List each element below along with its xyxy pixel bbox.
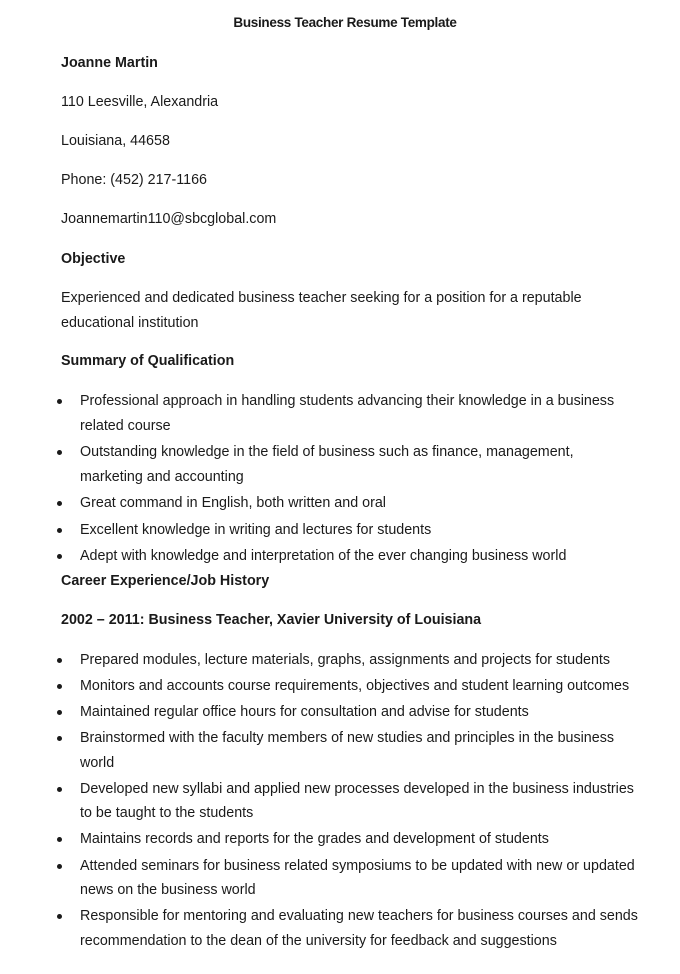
list-item: Responsible for mentoring and evaluating new teachers for business courses and sends recommendation to the dean of the university for feedback and suggestions bbox=[0, 904, 640, 953]
bullet-icon bbox=[57, 787, 62, 792]
list-item: Maintained regular office hours for consultation and advise for students bbox=[0, 700, 640, 725]
list-item: Great command in English, both written and oral bbox=[0, 491, 640, 516]
objective-text: Experienced and dedicated business teacher seeking for a position for a reputable educational institution bbox=[61, 290, 582, 331]
duties-list bbox=[0, 648, 680, 955]
bullet-icon bbox=[57, 914, 62, 919]
list-item: Excellent knowledge in writing and lectures for students bbox=[0, 518, 640, 543]
address-line-1: 110 Leesville, Alexandria bbox=[61, 94, 219, 110]
list-item: Attended seminars for business related symposiums to be updated with new or updated news on the business world bbox=[0, 854, 640, 903]
phone-number: Phone: (452) 217-1166 bbox=[61, 172, 207, 188]
bullet-icon bbox=[57, 554, 62, 559]
list-item: Professional approach in handling students advancing their knowledge in a business related course bbox=[0, 389, 640, 438]
bullet-icon bbox=[57, 710, 62, 715]
email-address: Joannemartin110@sbcglobal.com bbox=[61, 211, 277, 227]
career-heading: Career Experience/Job History bbox=[61, 573, 270, 589]
bullet-icon bbox=[57, 450, 62, 455]
qualifications-list bbox=[0, 389, 680, 571]
qualifications-heading: Summary of Qualification bbox=[61, 353, 235, 369]
address-line-2: Louisiana, 44658 bbox=[61, 133, 170, 149]
list-item: Maintains records and reports for the grades and development of students bbox=[0, 827, 640, 852]
list-item: Monitors and accounts course requirements, objectives and student learning outcomes bbox=[0, 674, 640, 699]
list-item: Prepared modules, lecture materials, graphs, assignments and projects for students bbox=[0, 648, 640, 673]
bullet-icon bbox=[57, 528, 62, 533]
bullet-icon bbox=[57, 399, 62, 404]
list-item: Developed new syllabi and applied new processes developed in the business industries to be taught to the students bbox=[0, 777, 640, 826]
bullet-icon bbox=[57, 684, 62, 689]
objective-heading: Objective bbox=[61, 251, 126, 267]
bullet-icon bbox=[57, 501, 62, 506]
list-item: Brainstormed with the faculty members of new studies and principles in the business world bbox=[0, 726, 640, 775]
candidate-name: Joanne Martin bbox=[61, 55, 158, 71]
bullet-icon bbox=[57, 658, 62, 663]
bullet-icon bbox=[57, 736, 62, 741]
bullet-icon bbox=[57, 864, 62, 869]
bullet-icon bbox=[57, 837, 62, 842]
job-title: 2002 – 2011: Business Teacher, Xavier University of Louisiana bbox=[61, 612, 482, 628]
list-item: Adept with knowledge and interpretation of the ever changing business world bbox=[0, 544, 640, 569]
list-item: Outstanding knowledge in the field of business such as finance, management, marketing and accounting bbox=[0, 440, 640, 489]
page-title: Business Teacher Resume Template bbox=[233, 15, 457, 30]
